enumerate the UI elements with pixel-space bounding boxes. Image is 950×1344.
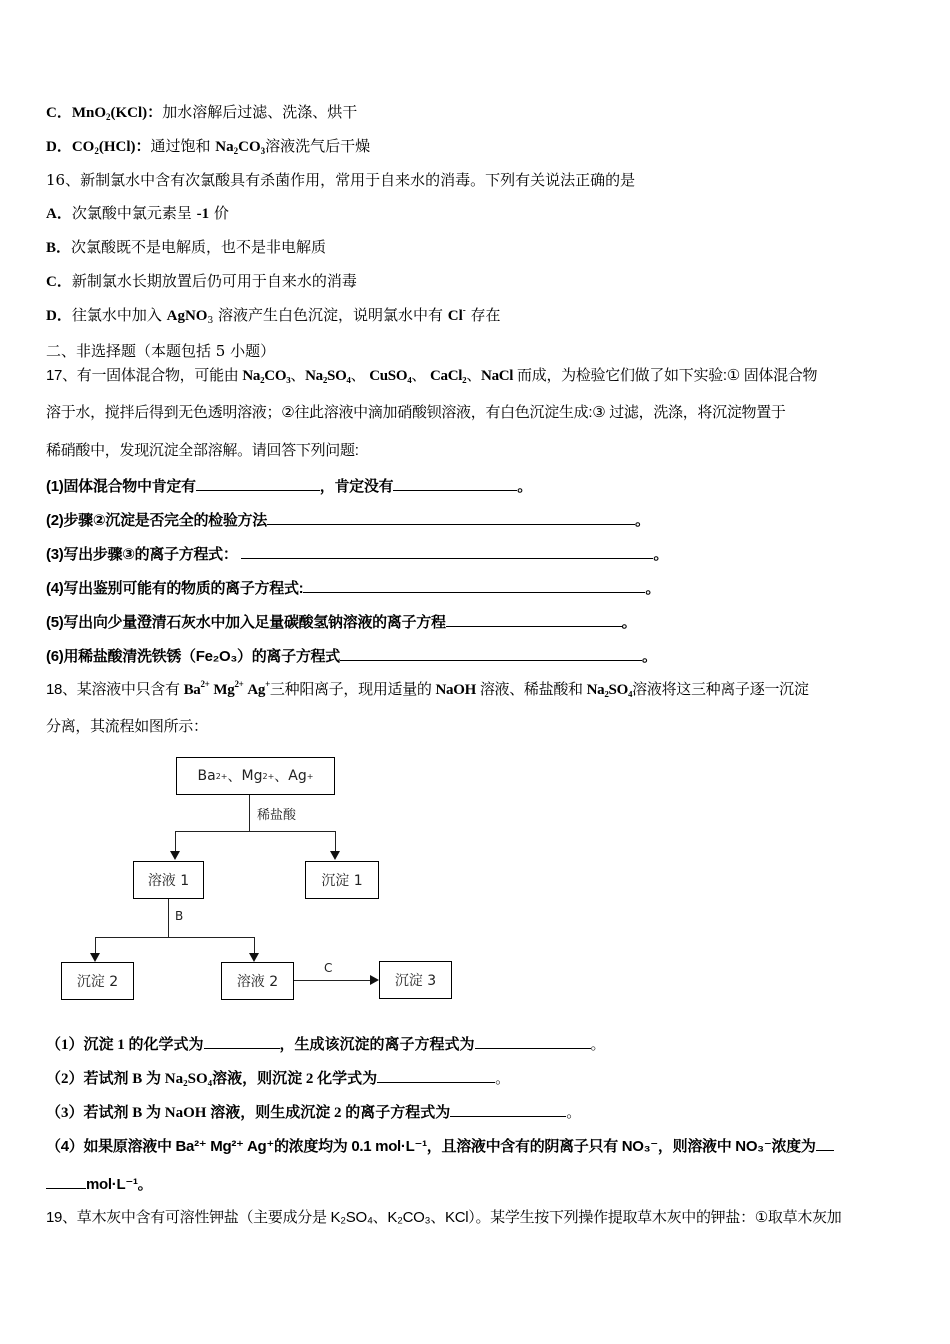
answer-blank[interactable] [446, 612, 622, 627]
box-solution-2: 溶液 2 [221, 962, 294, 1000]
arrow-down-icon [330, 851, 340, 860]
connector-line [175, 831, 176, 853]
connector-line [254, 937, 255, 954]
q17-stem-line1: 17、有一固体混合物，可能由 Na₂CO₃、Na₂SO₄、 CuSO₄、 CaCl₂、NaCl 而成，为检验它们做了如下实验:① 固体混合物 [46, 367, 818, 384]
q17-part-4: (4)写出鉴别可能有的物质的离子方程式: 。 [46, 580, 661, 597]
connector-line [175, 831, 335, 832]
connector-line [249, 795, 250, 832]
box-precipitate-2: 沉淀 2 [61, 962, 134, 1000]
connector-line [95, 937, 255, 938]
q18-part-3: （3）若试剂 B 为 NaOH 溶液，则生成沉淀 2 的离子方程式为 。 [46, 1102, 581, 1123]
answer-blank[interactable] [196, 476, 320, 491]
answer-blank[interactable] [377, 1068, 495, 1083]
q18-part-1: （1）沉淀 1 的化学式为 ，生成该沉淀的离子方程式为 。 [46, 1034, 606, 1055]
box-solution-1: 溶液 1 [133, 861, 204, 899]
answer-blank[interactable] [450, 1102, 566, 1117]
q17-stem-line2: 溶于水，搅拌后得到无色透明溶液；②往此溶液中滴加硝酸钡溶液，有白色沉淀生成:③ 过滤，洗涤，将沉淀物置于 [46, 404, 786, 421]
q16-option-b: B．次氯酸既不是电解质，也不是非电解质 [46, 238, 327, 256]
answer-blank[interactable] [204, 1034, 280, 1049]
q17-part-5: (5)写出向少量澄清石灰水中加入足量碳酸氢钠溶液的离子方程 。 [46, 614, 637, 631]
q16-option-a: A．次氯酸中氯元素呈 -1 价 [46, 204, 229, 222]
box-precipitate-3: 沉淀 3 [379, 961, 452, 999]
answer-blank[interactable] [241, 544, 653, 559]
reagent-c-label: C [324, 961, 333, 975]
q16-stem: 16、新制氯水中含有次氯酸具有杀菌作用，常用于自来水的消毒。下列有关说法正确的是 [46, 171, 636, 189]
q16-option-d: D．往氯水中加入 AgNO$_3$ 溶液产生白色沉淀，说明氯水中有 Cl- 存在 [46, 305, 501, 326]
reagent-dilute-hcl-label: 稀盐酸 [257, 808, 297, 823]
q15-option-d: D．$CO_2(HCl)$：通过饱和 $Na_2CO_3$溶液洗气后干燥 [46, 137, 371, 156]
box-cations: Ba 2+ 、 Mg 2+ 、 Ag + [176, 757, 335, 795]
q18-stem-line1: 18、某溶液中只含有 $Ba^{2+}$ $Mg^{2+}$ Ag+三种阳离子，现用适量的 NaOH 溶液、稀盐酸和 Na₂SO₄溶液将这三种离子逐一沉淀 [46, 679, 809, 698]
q18-part-4-cont: mol·L⁻¹。 [46, 1174, 152, 1195]
answer-blank[interactable] [816, 1136, 834, 1151]
answer-blank[interactable] [393, 476, 517, 491]
answer-blank[interactable] [267, 510, 635, 525]
reagent-b-label: B [175, 909, 184, 923]
connector-line [335, 831, 336, 853]
connector-line [294, 980, 372, 981]
answer-blank[interactable] [340, 646, 642, 661]
answer-blank[interactable] [46, 1174, 86, 1189]
q16-option-c: C．新制氯水长期放置后仍可用于自来水的消毒 [46, 272, 357, 290]
connector-line [168, 899, 169, 937]
connector-line [95, 937, 96, 954]
q17-part-1: (1)固体混合物中肯定有 ，肯定没有 。 [46, 478, 532, 495]
q17-part-6: (6)用稀盐酸清洗铁锈（Fe₂O₃）的离子方程式 。 [46, 648, 657, 665]
q17-part-3: (3)写出步骤③的离子方程式： 。 [46, 546, 669, 563]
section-title: 二、非选择题（本题包括 5 小题） [46, 342, 276, 360]
q18-part-4: （4）如果原溶液中 Ba²⁺ Mg²⁺ Ag⁺的浓度均为 0.1 mol·L⁻¹，且溶液中含有的阴离子只有 NO₃⁻，则溶液中 NO₃⁻浓度为 [46, 1136, 834, 1157]
arrow-down-icon [249, 953, 259, 962]
q18-stem-line2: 分离，其流程如图所示： [46, 718, 208, 735]
q17-part-2: (2)步骤②沉淀是否完全的检验方法 。 [46, 512, 650, 529]
answer-blank[interactable] [475, 1034, 591, 1049]
box-precipitate-1: 沉淀 1 [305, 861, 379, 899]
q15-option-c: C．MnO$_2$(KCl)：加水溶解后过滤、洗涤、烘干 [46, 103, 358, 122]
q17-stem-line3: 稀硝酸中，发现沉淀全部溶解。请回答下列问题: [46, 442, 359, 459]
q18-part-2: （2）若试剂 B 为 Na₂SO₄溶液，则沉淀 2 化学式为 。 [46, 1068, 510, 1089]
arrow-right-icon [370, 975, 379, 985]
q19-stem-line1: 19、草木灰中含有可溶性钾盐（主要成分是 K₂SO₄、K₂CO₃、KCl）。某学生按下列操作提取草木灰中的钾盐：①取草木灰加 [46, 1209, 842, 1226]
answer-blank[interactable] [303, 578, 645, 593]
arrow-down-icon [170, 851, 180, 860]
arrow-down-icon [90, 953, 100, 962]
